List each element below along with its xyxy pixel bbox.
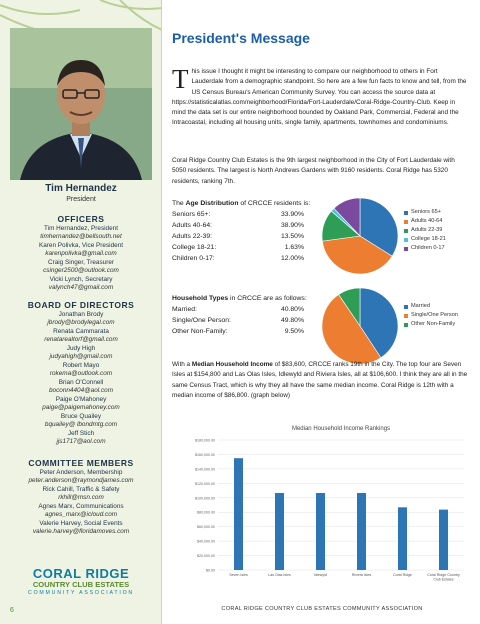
legend-item: [404, 208, 446, 217]
committee-member-name: Valerie Harvey, Social Events: [39, 520, 123, 527]
president-title: President: [66, 196, 96, 203]
board-member-name: Robert Mayo: [62, 362, 100, 369]
household-pie-legend: [404, 302, 458, 329]
legend-label: College 18-21: [411, 236, 446, 242]
committee-member-email[interactable]: valerie.harvey@floridamoves.com: [32, 528, 130, 535]
household-types: [172, 293, 322, 337]
income-bar: [275, 493, 284, 570]
logo-line-3: COMMUNITY ASSOCIATION: [28, 590, 134, 596]
household-label: Married:: [172, 306, 197, 313]
household-intro: [172, 293, 322, 304]
income-bar-chart: [172, 418, 470, 598]
legend-label: Single/One Person: [411, 312, 458, 318]
intro-paragraph: [172, 64, 470, 129]
board-member-email[interactable]: boconn4404@aol.com: [48, 387, 114, 394]
age-label: Seniors 65+:: [172, 211, 211, 218]
page-title: President's Message: [172, 30, 310, 46]
board-member-name: Jonathan Brody: [58, 311, 104, 318]
x-tick-label: Coral Ridge: [393, 573, 412, 577]
age-label: College 18-21:: [172, 244, 217, 251]
board-member-email[interactable]: rokema@outlook.com: [49, 370, 113, 377]
y-tick-label: $180,000.00: [195, 438, 215, 443]
association-logo: [0, 567, 162, 597]
legend-label: Married: [411, 303, 430, 309]
age-pie-chart: [318, 194, 402, 278]
committee-member-name: Peter Anderson, Membership: [39, 469, 123, 476]
x-tick-label: Club Estates: [433, 577, 454, 582]
household-intro-bold: Household Types: [172, 295, 229, 302]
income-bar: [316, 493, 325, 570]
legend-swatch: [404, 229, 408, 233]
household-row: [172, 326, 322, 337]
legend-label: Adults 40-64: [411, 218, 443, 224]
y-tick-label: $60,000.00: [197, 525, 215, 530]
legend-item: [404, 235, 446, 244]
age-intro-pre: The: [172, 200, 186, 207]
committee-heading: COMMITTEE MEMBERS: [28, 458, 134, 468]
legend-swatch: [404, 323, 408, 327]
board-member-email[interactable]: renatarealtorf@gmail.com: [44, 336, 118, 343]
age-intro: [172, 198, 322, 209]
committee-member-email[interactable]: agnes_marx@icloud.com: [44, 511, 118, 518]
x-tick-label: Coral Ridge Country: [427, 573, 460, 577]
age-row: [172, 253, 322, 264]
y-tick-label: $140,000.00: [195, 467, 215, 472]
committee-member-name: Rick Cahill, Traffic & Safety: [42, 486, 120, 493]
income-bar: [234, 458, 243, 570]
household-row: [172, 315, 322, 326]
officers-heading: OFFICERS: [57, 214, 105, 224]
x-tick-label: Las Olas Isles: [268, 573, 291, 577]
officer-email[interactable]: timhernandez@bellsouth.net: [40, 233, 122, 240]
legend-swatch: [404, 247, 408, 251]
income-text-bold: Median Household Income: [191, 361, 273, 368]
household-value: 9.50%: [284, 328, 304, 335]
household-row: [172, 304, 322, 315]
board-member-name: Brian O'Connell: [58, 379, 104, 386]
x-tick-label: Idlewyld: [314, 573, 327, 577]
y-tick-label: $40,000.00: [197, 539, 215, 544]
legend-swatch: [404, 211, 408, 215]
chart-title: Median Household Income Rankings: [291, 426, 391, 432]
board-list: [0, 311, 162, 447]
y-tick-label: $120,000.00: [195, 481, 215, 486]
legend-item: [404, 217, 446, 226]
officer-name: Vicki Lynch, Secretary: [49, 276, 113, 283]
legend-label: Other Non-Family: [411, 321, 456, 327]
household-label: Other Non-Family:: [172, 328, 228, 335]
legend-item: [404, 320, 458, 329]
board-heading: BOARD OF DIRECTORS: [27, 300, 135, 310]
population-paragraph: Coral Ridge Country Club Estates is the 9th largest neighborhood in the City of Fort Lauderdale with 5050 residents. The largest is North Andrews Gardens with 9160 residents. Coral Ridge has 5320 residents, ranking 7th.: [172, 157, 455, 185]
age-label: Adults 40-64:: [172, 222, 213, 229]
y-tick-label: $100,000.00: [195, 496, 215, 501]
age-pie-legend: [404, 208, 446, 253]
officer-name: Tim Hernandez, President: [44, 225, 118, 232]
legend-swatch: [404, 220, 408, 224]
board-member-email[interactable]: bquailey@ lbondmtg.com: [44, 421, 118, 428]
age-label: Adults 22-39:: [172, 233, 213, 240]
president-name: Tim Hernandez: [45, 183, 117, 194]
legend-item: [404, 244, 446, 253]
age-value: 1.63%: [284, 244, 304, 251]
footer: CORAL RIDGE COUNTRY CLUB ESTATES COMMUNITY ASSOCIATION: [221, 606, 423, 612]
age-row: [172, 242, 322, 253]
legend-item: [404, 226, 446, 235]
intro-text: his issue I thought it might be interesting to compare our neighborhood to others in Fort Lauderdale from a demographic standpoint. So here are a few fun facts to know and tell, from the US Census Bureau's American Community Survey. You can access the source data at https://statisticalatlas.com/neighborhood/Florida/Fort-Lauderdale/Coral-Ridge-Country-Club. Keep in mind the data set is our entire neighborhood bounded by Oakland Park, Commercial, Federal and the Intracoastal, including all housing units, single family, apartments, townhomes and condominiums.: [172, 68, 467, 127]
board-member-name: Bruce Quailey: [60, 413, 102, 420]
income-bar: [398, 507, 407, 570]
page-number: 6: [10, 607, 14, 614]
board-member-email[interactable]: paige@paigemahoney.com: [42, 404, 120, 411]
x-tick-label: Seven Isles: [229, 573, 248, 577]
legend-item: [404, 302, 458, 311]
age-value: 38.90%: [280, 222, 304, 229]
legend-swatch: [404, 238, 408, 242]
board-member-name: Paige O'Mahoney: [55, 396, 107, 403]
officer-email[interactable]: valynch47@gmail.com: [48, 284, 114, 291]
household-label: Single/One Person:: [172, 317, 231, 324]
sidebar: [0, 0, 162, 624]
legend-item: [404, 311, 458, 320]
president-photo: [10, 28, 152, 180]
household-pie-chart: [318, 284, 402, 368]
officer-email[interactable]: csinger2500@outlook.com: [43, 267, 119, 274]
age-intro-bold: Age Distribution: [185, 200, 239, 207]
age-row: [172, 231, 322, 242]
y-tick-label: $0.00: [206, 568, 215, 573]
y-tick-label: $20,000.00: [197, 554, 215, 559]
board-member-name: Jeff Stich: [67, 430, 95, 437]
income-text-pre: With a: [172, 361, 192, 368]
committee-member-email[interactable]: rkhill@msn.com: [58, 494, 104, 501]
officer-email[interactable]: karenpolivka@gmail.com: [45, 250, 117, 257]
age-label: Children 0-17:: [172, 255, 215, 262]
age-distribution: [172, 198, 322, 264]
officers-list: [0, 225, 162, 293]
y-tick-label: $160,000.00: [195, 452, 215, 457]
income-bar: [357, 493, 366, 570]
board-member-email[interactable]: jjs1717@aol.com: [56, 438, 106, 445]
age-row: [172, 220, 322, 231]
legend-label: Seniors 65+: [411, 209, 442, 215]
age-intro-post: of CRCCE residents is:: [238, 200, 311, 207]
board-member-email[interactable]: judyahigh@gmail.com: [49, 353, 113, 360]
committee-member-name: Agnes Marx, Communications: [38, 503, 124, 510]
legend-swatch: [404, 305, 408, 309]
legend-label: Children 0-17: [411, 245, 445, 251]
legend-label: Adults 22-39: [411, 227, 443, 233]
household-intro-post: in CRCCE are as follows:: [228, 295, 307, 302]
logo-line-1: CORAL RIDGE: [32, 566, 130, 581]
board-member-name: Renata Cammarata: [53, 328, 109, 335]
board-member-name: Judy High: [66, 345, 96, 352]
logo-line-2: COUNTRY CLUB ESTATES: [32, 580, 130, 589]
age-value: 12.00%: [280, 255, 304, 262]
committee-member-email[interactable]: peter.anderson@raymondjames.com: [28, 477, 134, 484]
x-tick-label: Riviera Isles: [351, 573, 372, 577]
officer-name: Karen Polivka, Vice President: [38, 242, 124, 249]
main-content: [172, 0, 472, 624]
board-member-email[interactable]: jbrody@brodylegal.com: [47, 319, 115, 326]
age-row: [172, 209, 322, 220]
drop-cap: T: [172, 64, 189, 94]
age-value: 13.50%: [280, 233, 304, 240]
committee-list: [0, 469, 162, 537]
household-value: 40.80%: [280, 306, 304, 313]
household-value: 49.80%: [280, 317, 304, 324]
income-bar: [439, 510, 448, 570]
legend-swatch: [404, 314, 408, 318]
income-paragraph: [172, 360, 470, 401]
income-text-post: of $83,600, CRCCE ranks 19th in the City. The top four are Seven Isles at $154,800 and Las Olas Isles, Idlewyld and Riviera Isles, all at $106,600. I think they are all in the same Census Tract, which is why they all have the same median income. Coral Ridge is 12th with a median income of $86,800. (graph below): [172, 361, 468, 399]
y-tick-label: $80,000.00: [197, 510, 215, 515]
officer-name: Craig Singer, Treasurer: [47, 259, 115, 266]
age-value: 33.90%: [280, 211, 304, 218]
